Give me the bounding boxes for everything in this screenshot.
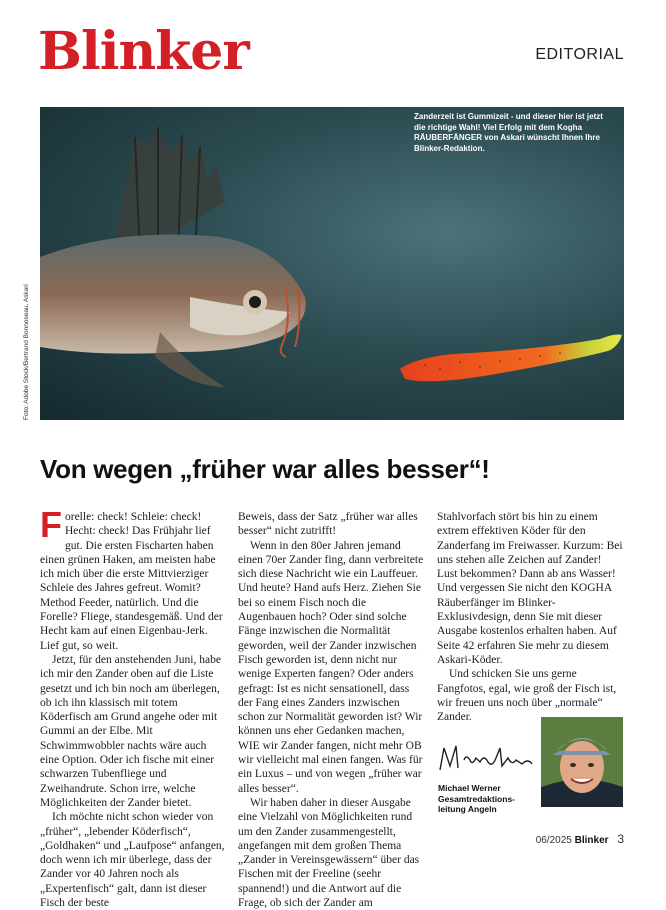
author-block [438, 783, 538, 815]
paragraph: Beweis, dass der Satz „früher war alles besser“ nicht zutrifft! [238, 511, 418, 538]
paragraph: Wenn in den 80er Jahren jemand einen 70er Zander fing, dann verbreitete sich diese Nachricht wie ein Lauffeuer. Und heute? Hand aufs Herz. Ziehen Sie bei so einem Fisch noch die Augenbauen hoch? Oder sind solche Fänge inzwischen die Normalität geworden, weil der Zander inzwischen Fisch geworden ist, denn nicht nur wenige Experten fangen? Oder anders gefragt: Ist es nicht sensationell, dass der Fang eines Zanders inzwischen schon zur Normalität geworden ist? Wir können uns eher Gedanken machen, WIE wir Zander fangen, nicht mehr OB wir vielleicht mal einen fangen. Was für ein Luxus – und von wegen „früher war alles besser“. [238, 539, 424, 795]
photo-caption: Zanderzeit ist Gummizeit - und dieser hier ist jetzt die richtige Wahl! Viel Erfolg mit dem Kogha RÄUBERFÄNGER von Askari wünscht Ihnen Ihre Blinker-Redaktion. [414, 112, 603, 153]
paragraph: Wir haben daher in dieser Ausgabe eine Vielzahl von Möglichkeiten rund um den Zander zusammengestellt, angefangen mit dem großen Thema „Zander in Vereinsgewässern“ über das Fischen mit der Freeline (seehr spannend!) und die Antwort auf die Frage, ob sich der Zander am [238, 796, 420, 910]
footer-magazine: Blinker [574, 835, 609, 846]
author-name: Michael Werner [438, 783, 501, 793]
author-role: Gesamtredaktions- [438, 793, 515, 804]
section-label: EDITORIAL [535, 46, 624, 63]
paragraph: Und schicken Sie uns gerne Fangfotos, egal, wie groß der Fisch ist, wir freuen uns noch über „normale“ Zander. [437, 668, 617, 724]
author-portrait [541, 717, 623, 807]
article-column-1 [40, 504, 226, 910]
page-footer [536, 832, 624, 846]
magazine-logo: Blinker [38, 21, 249, 82]
paragraph: Stahlvorfach stört bis hin zu einem extrem effektiven Köder für den Zanderfang im Freiwasser. Kurzum: Bei uns stehen alle Zeichen auf Zander! Lust bekommen? Dann ab ans Wasser! Und vergessen Sie nicht den KOGHA Räuberfänger im Blinker-Exklusivdesign, denn Sie mit dieser Ausgabe kostenlos erhalten haben. Auf Seite 42 erfahren Sie mehr zu diesem Askari-Köder. [437, 511, 623, 666]
paragraph: Jetzt, für den anstehenden Juni, habe ich mir den Zander oben auf die Liste gesetzt und ich bin noch am überlegen, ob ich ihn klassisch mit totem Köderfisch am Grund angehe oder mit Gummi an der Elbe. Mit Schwimmwobbler nachts wäre auch eine Option. Oder ich fische mit einer schwarzen Tubenfliege und Zweihandrute. Schon irre, welche Möglichkeiten der Zander bietet. [40, 653, 221, 809]
photo-credit: Foto: Adobe Stock/Bertrand Bonnoseau, Askari [23, 284, 30, 420]
drop-cap: F [40, 504, 62, 545]
author-role: leitung Angeln [438, 804, 497, 814]
paragraph: Ich möchte nicht schon wieder von „früher“, „lebender Köderfisch“, „Goldhaken“ und „Laufpose“ anfangen, doch wenn ich mir überlege, dass der Zander vor 40 Jahren noch als „Expertenfisch“ galt, dann ist dieser Fisch der beste [40, 811, 225, 910]
paragraph: orelle: check! Schleie: check! Hecht: check! Das Frühjahr lief gut. Die ersten Fischarten haben einen grünen Haken, am meisten habe ich mich über die erste Mittvierziger Schleie des Jahres gefreut. Womit? Method Feeder, natürlich. Und die Forelle? Fliege, standesgemäß. Und der Hecht kam auf einen Eigenbau-Jerk. Lief gut, so weit. [40, 511, 223, 652]
page-number: 3 [617, 832, 624, 846]
hero-photo [40, 107, 624, 420]
article-column-3 [437, 510, 623, 724]
issue-date: 06/2025 [535, 835, 572, 846]
article-headline: Von wegen „früher war alles besser“! [40, 454, 490, 484]
article-column-2 [238, 510, 424, 910]
signature [436, 740, 536, 780]
